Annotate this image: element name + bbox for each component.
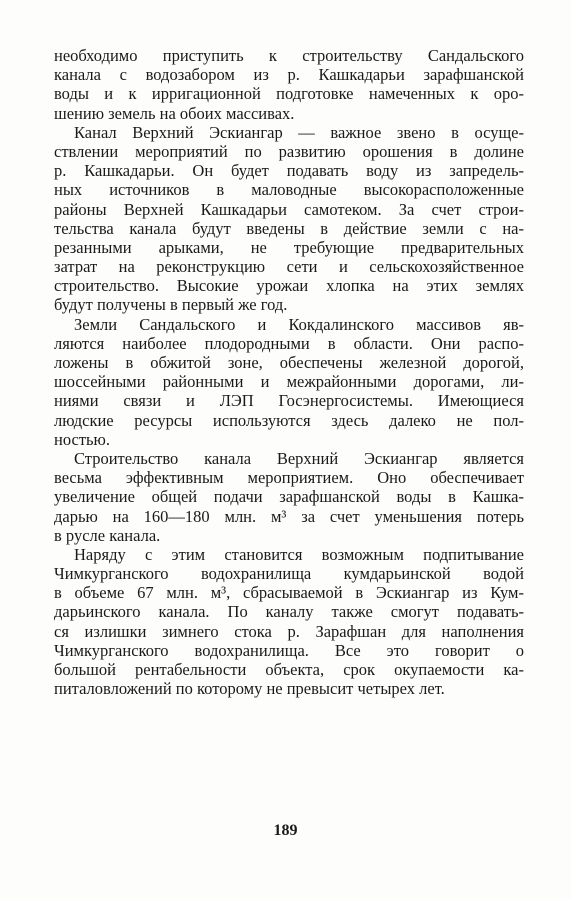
text-line: людские ресурсы используются здесь далеко не пол- xyxy=(54,410,524,430)
text-line: ниями связи и ЛЭП Госэнергосистемы. Имеющиеся xyxy=(54,391,524,411)
text-line: Чимкурганского водохранилища кумдарьинской водой xyxy=(54,564,524,584)
text-line: ляются наиболее плодородными в области. Они распо- xyxy=(54,333,524,353)
text-line: канала с водозабором из р. Кашкадарьи зарафшанской xyxy=(54,65,524,85)
text-line: дарьинского канала. По каналу также смогут подавать- xyxy=(54,602,524,622)
text-line: Наряду с этим становится возможным подпитывание xyxy=(74,544,524,564)
text-line: шоссейными районными и межрайонными дорогами, ли- xyxy=(54,372,524,392)
page-number: 189 xyxy=(273,822,298,839)
text-line: большой рентабельности объекта, срок окупаемости ка- xyxy=(54,660,524,679)
text-line: районы Верхней Кашкадарьи самотеком. За счет строи- xyxy=(54,199,524,219)
text-line: резанными арыками, не требующие предварительных xyxy=(54,237,524,257)
paragraph xyxy=(54,123,524,315)
text-line: необходимо приступить к строительству Сандальского xyxy=(54,46,524,65)
paragraph xyxy=(54,46,524,123)
text-line: Чимкурганского водохранилища. Все это говорит о xyxy=(54,640,524,660)
text-line: ностью. xyxy=(54,429,111,449)
text-line: ложены в обжитой зоне, обеспечены железной дорогой, xyxy=(54,353,524,372)
paragraph xyxy=(54,315,524,449)
text-line: ся излишки зимнего стока р. Зарафшан для наполнения xyxy=(54,621,524,641)
text-line: весьма эффективным мероприятием. Оно обеспечивает xyxy=(54,468,524,488)
text-line: увеличение общей подачи зарафшанской воды в Кашка- xyxy=(54,487,524,507)
text-line: дарью на 160—180 млн. м³ за счет уменьшения потерь xyxy=(54,506,524,526)
text-line: тельства канала будут введены в действие земли с на- xyxy=(54,218,524,238)
text-line: шению земель на обоих массивах. xyxy=(54,103,295,123)
text-line: питаловложений по которому не превысит четырех лет. xyxy=(54,679,445,699)
text-line: затрат на реконструкцию сети и сельскохозяйственное xyxy=(54,257,524,277)
text-line: ных источников в маловодные высокорасположенные xyxy=(54,180,524,200)
text-line: Строительство канала Верхний Эскиангар является xyxy=(74,448,524,468)
text-line: Земли Сандальского и Кокдалинского массивов яв- xyxy=(74,314,524,334)
text-line: в объеме 67 млн. м³, сбрасываемой в Эскиангар из Кум- xyxy=(54,583,524,603)
text-line: ствлении мероприятий по развитию орошения в долине xyxy=(54,141,524,161)
text-line: воды и к ирригационной подготовке намеченных к оро- xyxy=(54,84,524,104)
text-line: р. Кашкадарьи. Он будет подавать воду из запредель- xyxy=(54,161,524,181)
body-text xyxy=(54,46,524,698)
text-line: Канал Верхний Эскиангар — важное звено в осуще- xyxy=(74,122,524,142)
text-line: строительство. Высокие урожаи хлопка на этих землях xyxy=(54,276,524,296)
paragraph xyxy=(54,449,524,545)
paragraph xyxy=(54,545,524,699)
text-line: в русле канала. xyxy=(54,525,161,545)
text-line: будут получены в первый же год. xyxy=(54,295,288,315)
